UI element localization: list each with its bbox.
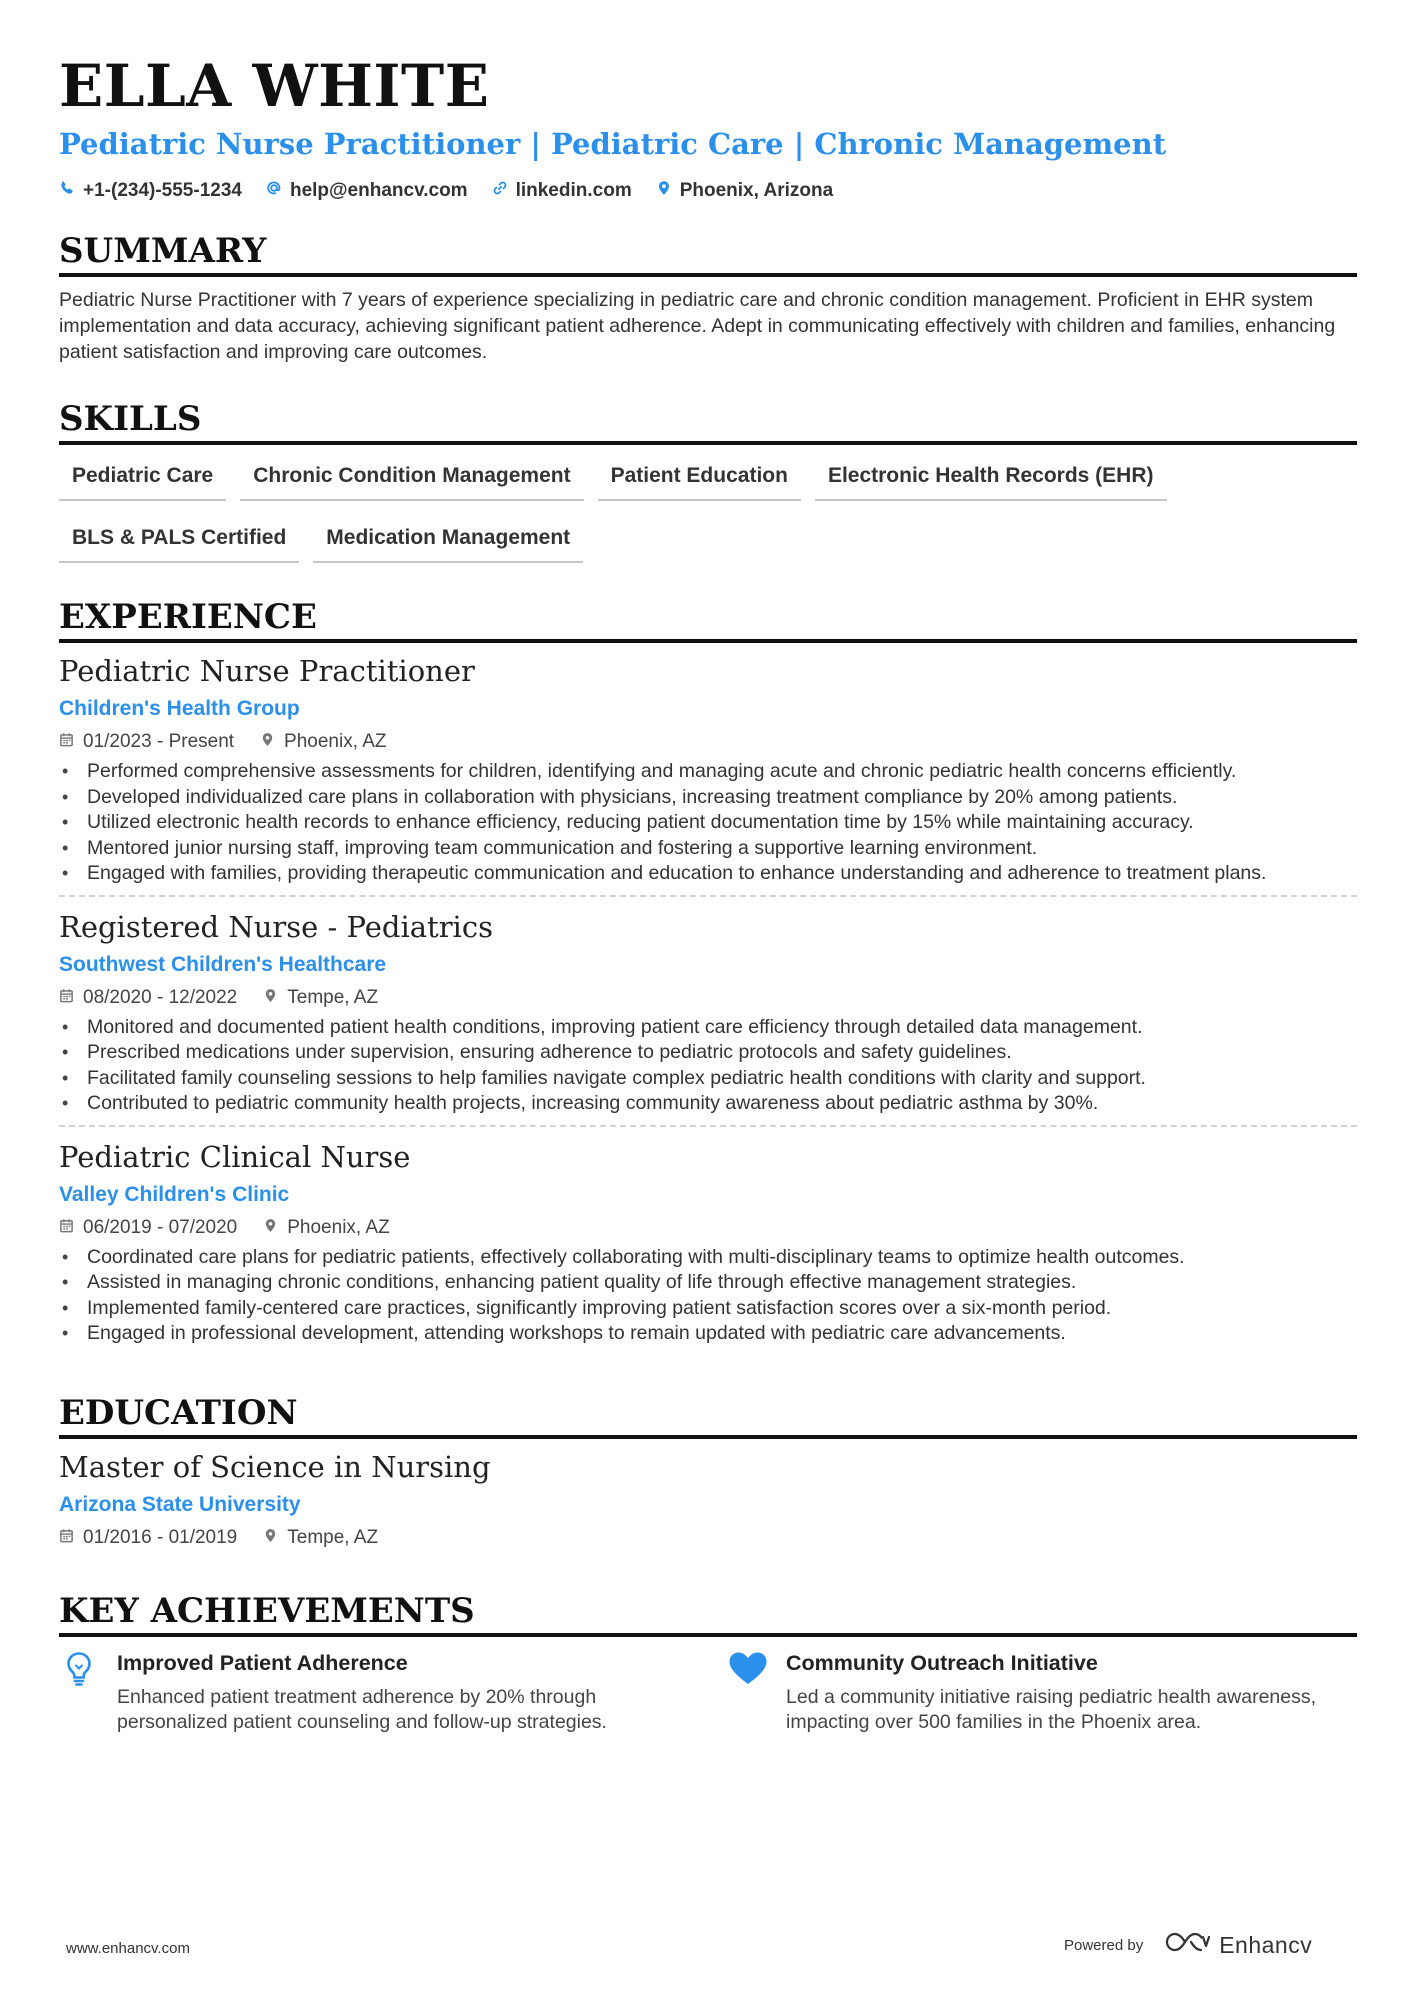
job-meta (59, 983, 1357, 1013)
job-bullets (59, 1245, 1357, 1347)
contact-phone[interactable] (59, 178, 242, 204)
job-location-text: Phoenix, AZ (284, 731, 387, 752)
bullet-item: • Monitored and documented patient health conditions, improving patient care efficiency through detailed data management. (59, 1015, 1357, 1041)
job-dates-text: 01/2023 - Present (83, 731, 235, 752)
contact-email[interactable] (266, 178, 468, 204)
lightbulb-icon (59, 1649, 99, 1736)
skills-section (59, 397, 1357, 563)
bullet-item: • Contributed to pediatric community health projects, increasing community awareness about pediatric asthma by 30%. (59, 1091, 1357, 1117)
bullet-item: • Performed comprehensive assessments for children, identifying and managing acute and chronic pediatric health concerns efficiently. (59, 759, 1357, 785)
job-meta (59, 727, 1357, 757)
bullet-item: • Engaged with families, providing therapeutic communication and education to enhance understanding and adherence to treatment plans. (59, 861, 1357, 887)
company-name: Southwest Children's Healthcare (59, 952, 387, 976)
achievements-grid (59, 1649, 1357, 1736)
skill-tag: Electronic Health Records (EHR) (815, 453, 1167, 501)
skill-tag: Pediatric Care (59, 453, 226, 501)
achievements-section (59, 1589, 1357, 1736)
experience-section (59, 595, 1357, 1355)
achievement-item (59, 1649, 688, 1736)
skill-tag: Chronic Condition Management (240, 453, 583, 501)
achievement-title: Community Outreach Initiative (786, 1650, 1098, 1675)
education-meta (59, 1523, 1357, 1553)
company-name: Valley Children's Clinic (59, 1182, 290, 1206)
location-pin-icon (260, 727, 275, 757)
job-location (260, 727, 386, 757)
job-title: Registered Nurse - Pediatrics (59, 909, 493, 944)
resume-header (59, 48, 1357, 204)
achievement-description: Led a community initiative raising pediatric health awareness, impacting over 500 families in the Phoenix area. (786, 1685, 1317, 1733)
education-location (263, 1523, 378, 1553)
bullet-item: • Implemented family-centered care practices, significantly improving patient satisfaction scores over a six-month period. (59, 1296, 1357, 1322)
bullet-item: • Utilized electronic health records to enhance efficiency, reducing patient documentation time by 15% while maintaining accuracy. (59, 810, 1357, 836)
at-icon (266, 178, 282, 204)
job-bullets (59, 759, 1357, 887)
job-dates (59, 727, 234, 757)
calendar-icon (59, 1523, 74, 1553)
bullet-item: • Facilitated family counseling sessions to help families navigate complex pediatric health conditions with clarity and support. (59, 1066, 1357, 1092)
achievements-heading: KEY ACHIEVEMENTS (59, 1589, 1357, 1637)
linkedin-text: linkedin.com (515, 180, 632, 201)
skill-tag: BLS & PALS Certified (59, 515, 299, 563)
contact-bar (59, 178, 1357, 204)
job-location-text: Tempe, AZ (287, 986, 379, 1008)
phone-icon (59, 178, 75, 204)
bullet-item: • Coordinated care plans for pediatric patients, effectively collaborating with multi-disciplinary teams to optimize health outcomes. (59, 1245, 1357, 1271)
job-entry (59, 651, 1357, 895)
calendar-icon (59, 727, 74, 757)
powered-by-text: Powered by (1064, 1936, 1144, 1954)
link-icon (492, 178, 508, 204)
job-dates (59, 983, 237, 1013)
job-bullets (59, 1015, 1357, 1117)
bullet-item: • Developed individualized care plans in collaboration with physicians, increasing treatment compliance by 20% among patients. (59, 785, 1357, 811)
education-dates (59, 1523, 237, 1553)
job-location (263, 983, 378, 1013)
job-dates (59, 1213, 237, 1243)
school-name: Arizona State University (59, 1492, 301, 1516)
location-pin-icon (263, 1523, 278, 1553)
job-dates-text: 06/2019 - 07/2020 (83, 1216, 238, 1238)
degree-title: Master of Science in Nursing (59, 1449, 491, 1484)
location-pin-icon (263, 983, 278, 1013)
heart-icon (728, 1649, 768, 1736)
job-title: Pediatric Clinical Nurse (59, 1139, 411, 1174)
skills-heading: SKILLS (59, 397, 1357, 445)
job-title: Pediatric Nurse Practitioner (59, 654, 475, 688)
enhancv-logo-icon (1165, 1930, 1211, 1960)
summary-section (59, 229, 1357, 365)
candidate-headline: Pediatric Nurse Practitioner | Pediatric Care | Chronic Management (59, 127, 1167, 161)
job-dates-text: 08/2020 - 12/2022 (83, 986, 238, 1008)
job-location-text: Phoenix, AZ (287, 1216, 390, 1238)
bullet-item: • Mentored junior nursing staff, improving team communication and fostering a supportive learning environment. (59, 836, 1357, 862)
job-location (263, 1213, 389, 1243)
summary-heading: SUMMARY (59, 229, 1357, 277)
calendar-icon (59, 983, 74, 1013)
bullet-item: • Engaged in professional development, attending workshops to remain updated with pediatric care advancements. (59, 1321, 1357, 1347)
skills-list (59, 453, 1357, 563)
company-name: Children's Health Group (59, 697, 300, 720)
bullet-item: • Assisted in managing chronic conditions, enhancing patient quality of life through effective management strategies. (59, 1270, 1357, 1296)
education-section (59, 1391, 1357, 1553)
education-dates-text: 01/2016 - 01/2019 (83, 1526, 238, 1548)
education-heading: EDUCATION (59, 1391, 1357, 1439)
contact-location (656, 178, 833, 204)
achievement-item (728, 1649, 1357, 1736)
job-entry (59, 895, 1357, 1125)
job-meta (59, 1213, 1357, 1243)
contact-linkedin[interactable] (492, 178, 632, 204)
calendar-icon (59, 1213, 74, 1243)
achievement-title: Improved Patient Adherence (117, 1650, 408, 1675)
skill-tag: Medication Management (313, 515, 583, 563)
candidate-name: ELLA WHITE (59, 52, 490, 120)
location-pin-icon (656, 178, 672, 204)
achievement-body (117, 1649, 688, 1736)
brand-name: Enhancv (1219, 1931, 1313, 1958)
summary-text: Pediatric Nurse Practitioner with 7 years of experience specializing in pediatric care and chronic condition management. Proficient in EHR system implementation and data accuracy, achieving significant patient adherence. Adept in communicating effectively with children and families, enhancing patient satisfaction and improving care outcomes. (59, 289, 1336, 363)
email-text: help@enhancv.com (289, 180, 468, 201)
phone-text: +1-(234)-555-1234 (83, 180, 242, 201)
brand-logo[interactable] (1165, 1930, 1312, 1960)
job-entry (59, 1125, 1357, 1355)
achievement-body (786, 1649, 1357, 1736)
location-text: Phoenix, Arizona (679, 180, 834, 201)
bullet-item: • Prescribed medications under supervision, ensuring adherence to pediatric protocols and safety guidelines. (59, 1040, 1357, 1066)
location-pin-icon (263, 1213, 278, 1243)
skill-tag: Patient Education (598, 453, 801, 501)
footer-website[interactable]: www.enhancv.com (66, 1940, 190, 1957)
resume-page (59, 48, 1357, 1736)
achievement-description: Enhanced patient treatment adherence by 20% through personalized patient counseling and follow-up strategies. (117, 1685, 607, 1733)
footer-branding (1064, 1930, 1312, 1960)
experience-heading: EXPERIENCE (59, 595, 1357, 643)
education-location-text: Tempe, AZ (287, 1526, 379, 1548)
